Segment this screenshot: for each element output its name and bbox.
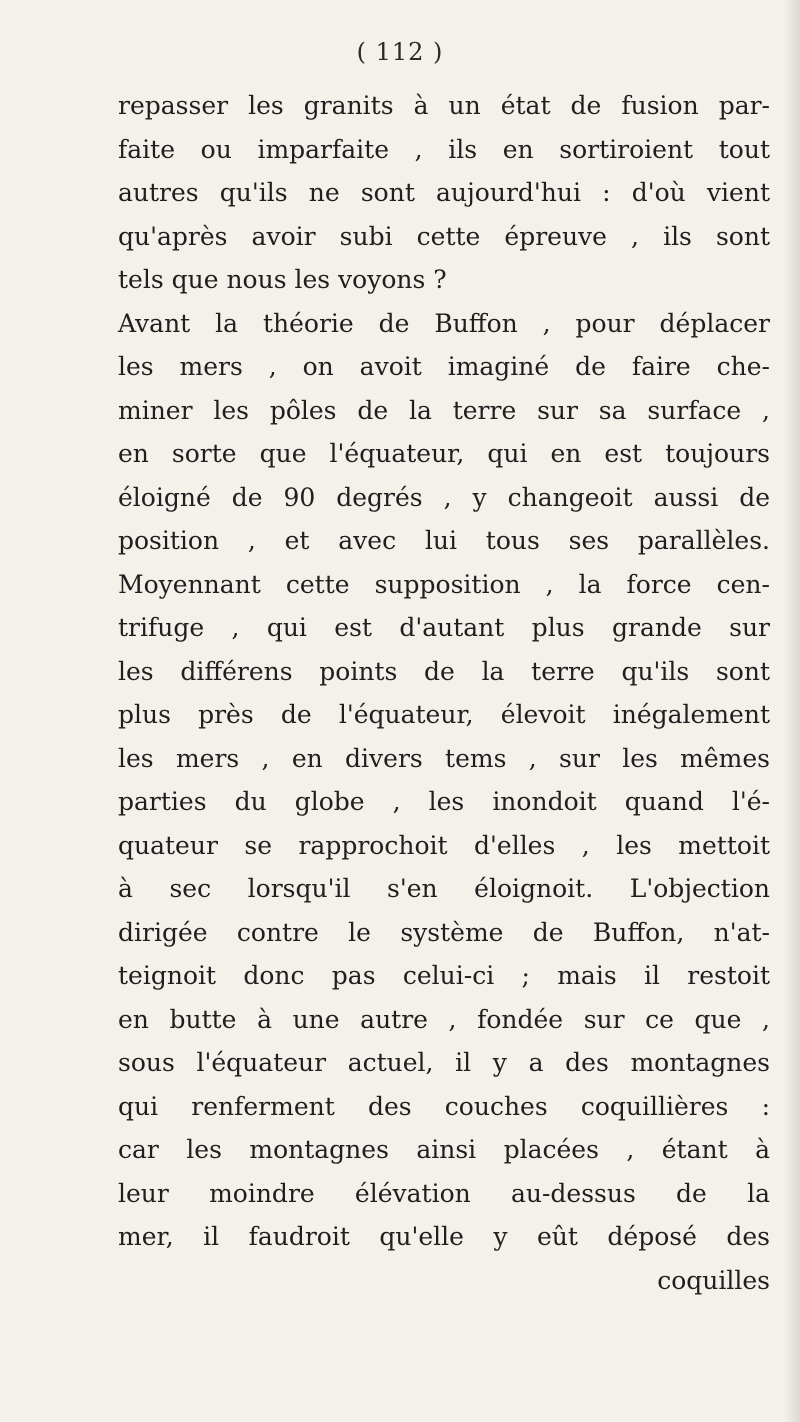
text-line: leur moindre élévation au-dessus de la [118,1178,770,1208]
text-line: les différens points de la terre qu'ils sont [118,656,770,686]
text-line: mer, il faudroit qu'elle y eût déposé des [118,1222,770,1251]
text-line: à sec lorsqu'il s'en éloignoit. L'objection [118,874,770,903]
text-line: Moyennant cette supposition , la force cen- [118,569,770,599]
text-line: les mers , on avoit imaginé de faire che- [118,352,770,381]
text-line: éloigné de 90 degrés , y changeoit aussi de [118,482,770,512]
text-line: quateur se rapprochoit d'elles , les mettoit [118,830,770,860]
text-line: qui renferment des couches coquillières : [118,1091,770,1121]
text-line: trifuge , qui est d'autant plus grande sur [118,613,770,642]
text-line: teignoit donc pas celui-ci ; mais il restoit [118,961,770,990]
text-line: autres qu'ils ne sont aujourd'hui : d'où vient [118,178,770,207]
text-line: en sorte que l'équateur, qui en est toujours [118,439,770,468]
text-line: sous l'équateur actuel, il y a des montagnes [118,1048,770,1077]
text-line: qu'après avoir subi cette épreuve , ils sont [118,221,770,251]
text-line: tels que nous les voyons ? [118,265,447,294]
text-line: parties du globe , les inondoit quand l'é- [118,787,770,816]
text-line: Avant la théorie de Buffon , pour déplacer [118,308,770,338]
text-line: miner les pôles de la terre sur sa surface , [118,395,770,425]
text-line: position , et avec lui tous ses parallèles. [118,526,770,555]
page-number: ( 112 ) [356,38,444,66]
text-line: faite ou imparfaite , ils en sortiroient tout [118,134,770,164]
body-text [118,84,770,1302]
catchword: coquilles [657,1265,770,1295]
page-edge-shadow [784,0,800,1422]
text-line: en butte à une autre , fondée sur ce que , [118,1004,770,1034]
text-line: car les montagnes ainsi placées , étant à [118,1135,770,1164]
text-line: dirigée contre le système de Buffon, n'at- [118,917,770,947]
text-line: repasser les granits à un état de fusion par- [118,91,770,120]
text-line: plus près de l'équateur, élevoit inégalement [118,700,770,729]
text-line: les mers , en divers tems , sur les mêmes [118,743,770,773]
